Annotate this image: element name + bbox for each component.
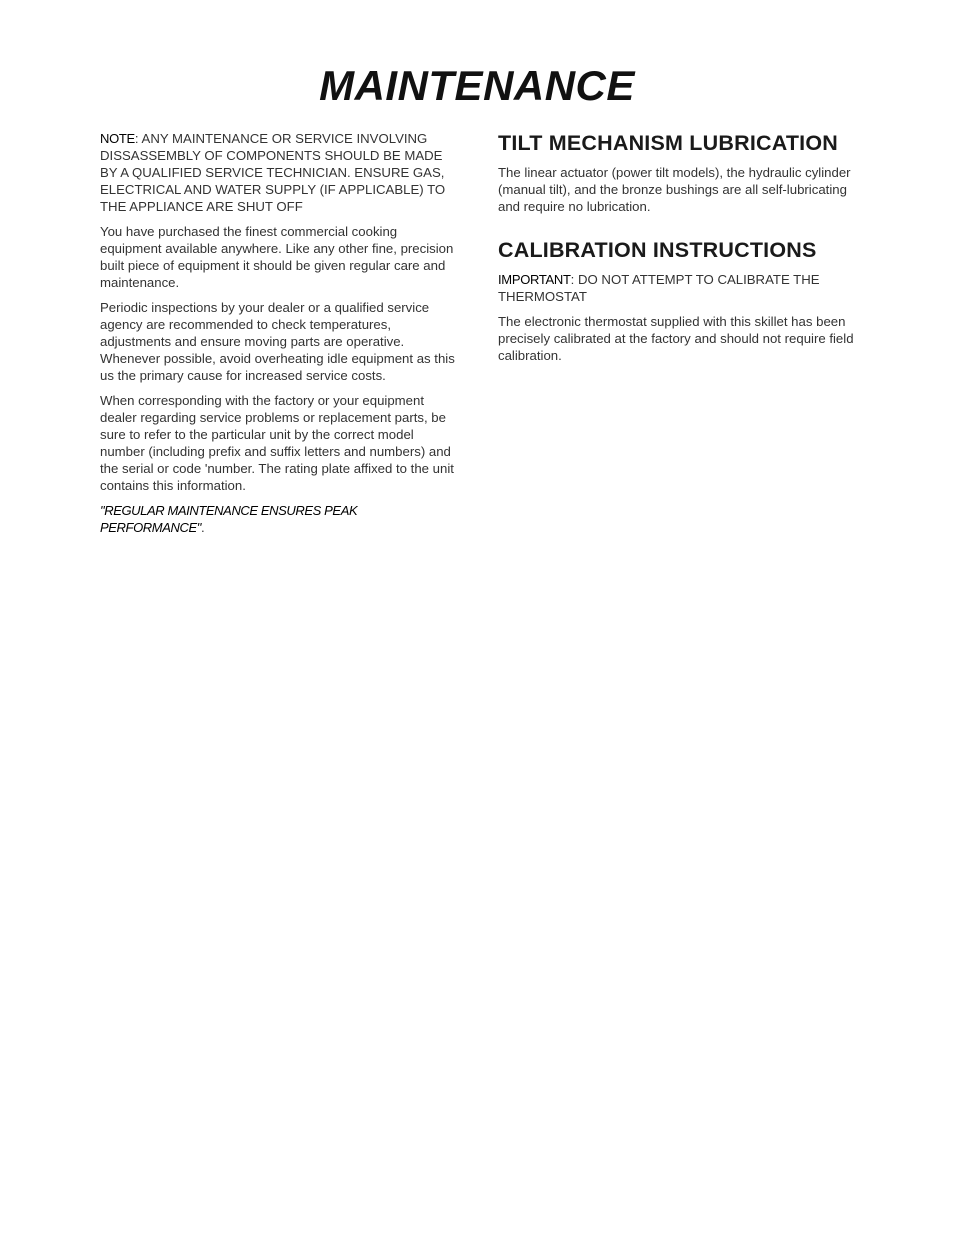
left-column (100, 130, 458, 544)
important-paragraph (498, 271, 854, 305)
calibration-heading: CALIBRATION INSTRUCTIONS (498, 238, 817, 262)
tilt-paragraph: The linear actuator (power tilt models), the hydraulic cylinder (manual tilt), and the bronze bushings are all self-lubricating and require no lubrication. (498, 165, 851, 214)
page-title: MAINTENANCE (319, 62, 635, 109)
right-column (498, 130, 854, 364)
callout-text: "REGULAR MAINTENANCE ENSURES PEAK PERFORMANCE" (100, 503, 358, 535)
intro-paragraph: You have purchased the finest commercial cooking equipment available anywhere. Like any other fine, precision built piece of equipment it should be given regular care and maintenance. (100, 224, 454, 290)
tilt-section (498, 130, 854, 215)
inspection-paragraph: Periodic inspections by your dealer or a qualified service agency are recommended to check temperatures, adjustments and ensure moving parts are operative. Whenever possible, avoid overheating idle equipment as this us the primary cause for increased service costs. (100, 300, 455, 383)
important-label: IMPORTANT (498, 272, 571, 287)
correspondence-paragraph: When corresponding with the factory or your equipment dealer regarding service problems or replacement parts, be sure to refer to the particular unit by the correct model number (including prefix and suffix letters and numbers) and the serial or code 'number. The rating plate affixed to the unit contains this information. (100, 393, 454, 493)
calibration-paragraph: The electronic thermostat supplied with this skillet has been precisely calibrated at the factory and should not require field calibration. (498, 314, 854, 363)
note-label: NOTE (100, 131, 135, 146)
callout-period: . (200, 520, 205, 535)
note-text: : ANY MAINTENANCE OR SERVICE INVOLVING DISSASSEMBLY OF COMPONENTS SHOULD BE MADE BY A QUALIFIED SERVICE TECHNICIAN. ENSURE GAS, ELECTRICAL AND WATER SUPPLY (IF APPLICABLE) TO THE APPLIANCE ARE SHUT OFF (100, 131, 446, 214)
important-text: : DO NOT ATTEMPT TO CALIBRATE THE THERMOSTAT (498, 272, 820, 304)
note-paragraph (100, 130, 458, 215)
calibration-section (498, 237, 854, 364)
maintenance-callout (100, 502, 458, 536)
tilt-heading: TILT MECHANISM LUBRICATION (498, 131, 839, 155)
